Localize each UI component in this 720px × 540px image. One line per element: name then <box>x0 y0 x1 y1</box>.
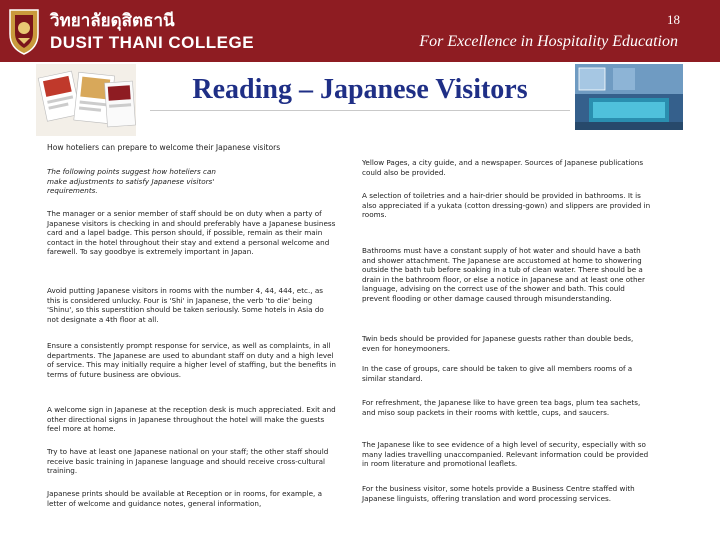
institution-thai-name: วิทยาลัยดุสิตธานี <box>50 11 175 31</box>
paragraph: Yellow Pages, a city guide, and a newspaper. Sources of Japanese publications could also be provided. <box>362 158 644 177</box>
institution-name: DUSIT THANI COLLEGE <box>50 33 255 52</box>
paragraph: Try to have at least one Japanese national on your staff; the other staff should receive basic training in Japanese language and should receive cross-cultural training. <box>47 447 329 475</box>
paragraph: Twin beds should be provided for Japanese guests rather than double beds, even for honeymooners. <box>362 334 634 353</box>
paragraph: Bathrooms must have a constant supply of hot water and should have a bath and shower attachment. The Japanese are accustomed at home to showering outside the bath tub before soaking in a tub of clean water. There should be a drain in the bathroom floor, or else a notice in Japanese and at least one other language, advising on the correct use of the shower and bath. This could prevent flooding or other damage caused through misunderstanding. <box>362 246 645 303</box>
tagline: For Excellence in Hospitality Education <box>419 33 678 50</box>
title-divider <box>150 110 570 111</box>
page-number: 18 <box>667 12 680 27</box>
paragraph: Avoid putting Japanese visitors in rooms with the number 4, 44, 444, etc., as this is considered unlucky. Four is 'Shi' in Japanese, the verb 'to die' being 'Shinu', so this superstition should be taken seriously. Some hotels in Asia do not designate a 4th floor at all. <box>47 286 324 324</box>
paragraph: A selection of toiletries and a hair-drier should be provided in bathrooms. It is also appreciated if a yukata (cotton dressing-gown) and slippers are provided in rooms. <box>362 191 651 219</box>
paragraph: The manager or a senior member of staff should be on duty when a party of Japanese visitors is checking in and should preferably have a Japanese business card and a lapel badge. This person should, if possible, remain as their main contact in the hotel throughout their stay and extend a personal welcome and farewell. To say goodbye is extremely important in Japan. <box>47 209 336 256</box>
paragraph: Ensure a consistently prompt response for service, as well as complaints, in all departments. The Japanese are used to abundant staff on duty and a high level of service. This may initially require a higher level of staffing, but the benefits in terms of future business are obvious. <box>47 341 336 379</box>
paragraph: For refreshment, the Japanese like to have green tea bags, plum tea sachets, and miso soup packets in their rooms with kettle, cups, and saucers. <box>362 398 641 417</box>
college-crest-icon <box>6 6 42 56</box>
intro-text: How hoteliers can prepare to welcome their Japanese visitors <box>47 143 281 152</box>
paragraph: The Japanese like to see evidence of a high level of security, especially with so many ladies travelling unaccompanied. Relevant information could be provided in room literature and promotional leaflets. <box>362 440 649 468</box>
page-title: Reading – Japanese Visitors <box>192 74 528 105</box>
paragraph: For the business visitor, some hotels provide a Business Centre staffed with Japanese linguists, offering translation and word processing services. <box>362 484 635 503</box>
italic-note: The following points suggest how hoteliers can make adjustments to satisfy Japanese visitors' requirements. <box>47 167 216 195</box>
paragraph: In the case of groups, care should be taken to give all members rooms of a similar standard. <box>362 364 633 383</box>
header-banner <box>0 0 720 62</box>
paragraph: A welcome sign in Japanese at the reception desk is much appreciated. Exit and other directional signs in Japanese throughout the hotel will make the guests feel more at home. <box>47 405 336 433</box>
paragraph: Japanese prints should be available at Reception or in rooms, for example, a letter of welcome and guidance notes, general information, <box>47 489 322 508</box>
